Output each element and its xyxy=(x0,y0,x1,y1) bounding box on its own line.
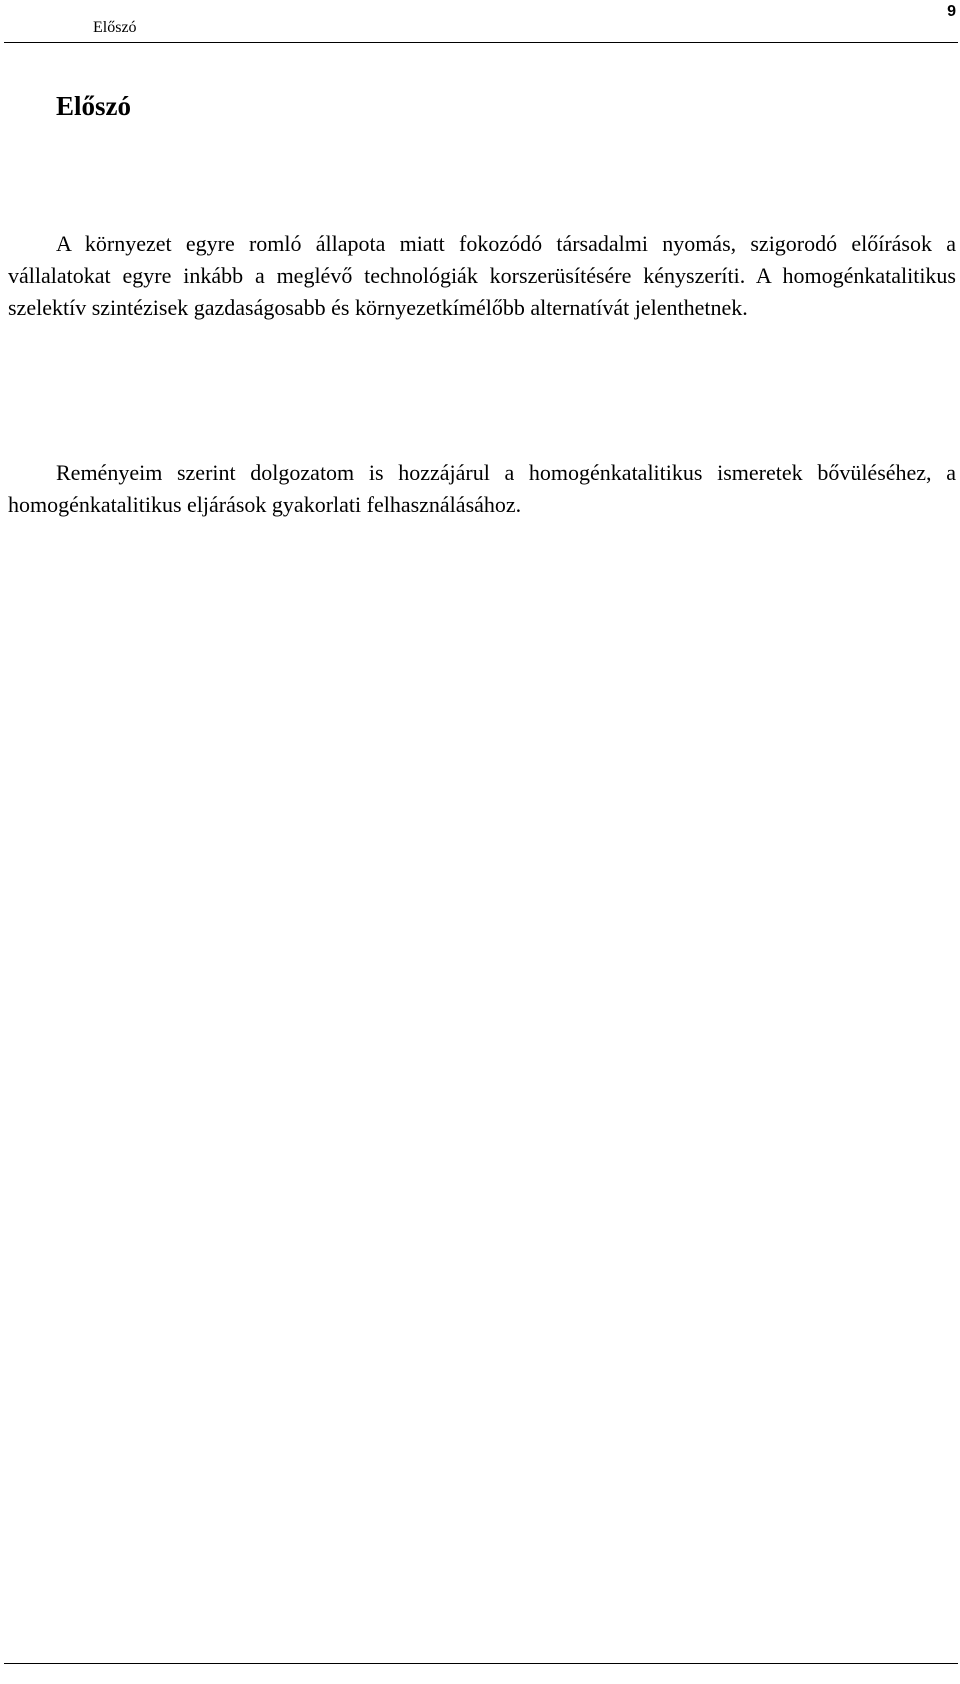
footer-divider xyxy=(4,1663,958,1664)
chapter-title: Előszó xyxy=(56,91,132,121)
running-header-title: Előszó xyxy=(93,19,137,36)
paragraph-2: Reményeim szerint dolgozatom is hozzájárul a homogénkatalitikus ismeretek bővüléséhez, a homogénkatalitikus eljárások gyakorlati felhasználásához. xyxy=(8,460,956,517)
header-divider xyxy=(4,42,958,43)
paragraph-1: A környezet egyre romló állapota miatt fokozódó társadalmi nyomás, szigorodó előírások a vállalatokat egyre inkább a meglévő technológiák korszerüsítésére kényszeríti. A homogénkatalitikus szelektív szintézisek gazdaságosabb és környezetkímélőbb alternatívát jelenthetnek. xyxy=(8,231,956,320)
page-number: 9 xyxy=(947,3,956,20)
